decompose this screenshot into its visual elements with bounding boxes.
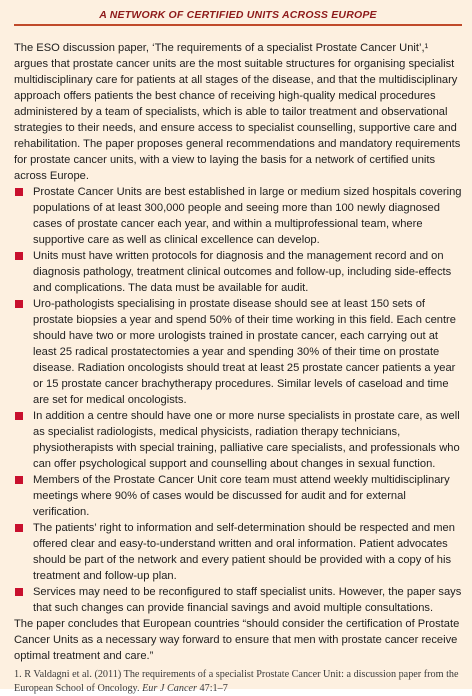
footnote-volume: 47:1–7 bbox=[196, 683, 228, 694]
bullet-icon bbox=[15, 412, 23, 420]
bullet-icon bbox=[15, 588, 23, 596]
list-item-text: Members of the Prostate Cancer Unit core team must attend weekly multidisciplinary meetings where 90% of cases would be discussed for audit and for external verification. bbox=[33, 474, 450, 518]
bullet-icon bbox=[15, 476, 23, 484]
list-item-text: Uro-pathologists specialising in prostate disease should see at least 150 sets of prostate biopsies a year and spend 50% of their time working in this field. Each centre should have two or more urologists trained in prostate cancer, each carrying out at least 25 radical prostatectomies a year and spending 30% of their time on prostate disease. Radiation oncologists should treat at least 25 prostate cancer patients a year or 15 prostate cancer brachytherapy procedures. Similar levels of caseload and time are set for medical oncologists. bbox=[33, 298, 456, 406]
bullet-icon bbox=[15, 188, 23, 196]
list-item-text: In addition a centre should have one or more nurse specialists in prostate care, as well as specialist radiologists, medical physicists, radiation therapy technicians, physiotherapists with special training, palliative care specialists, and professionals who can offer psychological support and counselling about changes in sexual function. bbox=[33, 410, 460, 470]
list-item-text: Services may need to be reconfigured to staff specialist units. However, the paper says that such changes can provide financial savings and avoid multiple consultations. bbox=[33, 586, 462, 614]
intro-paragraph: The ESO discussion paper, ‘The requirements of a specialist Prostate Cancer Unit’,¹ argues that prostate cancer units are the most suitable structures for organising specialist multidisciplinary care for patients at all stages of the disease, and that the multidisciplinary approach offers patients the best chance of receiving high-quality medical procedures administered by a team of specialists, which is able to tailor treatment and observational strategies to their needs, and ensure access to specialist counselling, supportive care and rehabilitation. The paper proposes general recommendations and mandatory requirements for prostate cancer units, with a view to laying the basis for a network of certified units across Europe. bbox=[14, 42, 461, 182]
list-item-text: The patients’ right to information and self-determination should be respected and men offered clear and easy-to-understand written and oral information. Patient advocates should be part of the network and every patient should be provided with a copy of his treatment and follow-up plan. bbox=[33, 522, 455, 582]
footnote bbox=[14, 668, 462, 696]
list-item bbox=[14, 248, 462, 296]
bullet-icon bbox=[15, 300, 23, 308]
list-item bbox=[14, 520, 462, 584]
list-item bbox=[14, 408, 462, 472]
bullet-icon bbox=[15, 252, 23, 260]
recommendation-list bbox=[14, 184, 462, 616]
conclusion-paragraph: The paper concludes that European countries “should consider the certification of Prostate Cancer Units as a necessary way forward to ensure that men with prostate cancer receive optimal treatment and care.” bbox=[14, 618, 460, 662]
list-item bbox=[14, 296, 462, 408]
list-item bbox=[14, 184, 462, 248]
list-item bbox=[14, 584, 462, 616]
box-heading: A NETWORK OF CERTIFIED UNITS ACROSS EUROPE bbox=[14, 9, 462, 26]
list-item bbox=[14, 472, 462, 520]
footnote-journal: Eur J Cancer bbox=[142, 683, 197, 694]
footnote-reference: 1. R Valdagni et al. (2011) The requirements of a specialist Prostate Cancer Unit: a discussion paper from the European School of Oncology. bbox=[14, 669, 459, 694]
list-item-text: Prostate Cancer Units are best established in large or medium sized hospitals covering populations of at least 300,000 people and seeing more than 100 newly diagnosed cases of prostate cancer each year, and within a multiprofessional team, where supportive care as well as clinical excellence can develop. bbox=[33, 186, 462, 246]
bullet-icon bbox=[15, 524, 23, 532]
list-item-text: Units must have written protocols for diagnosis and the management record and on diagnosis pathology, treatment clinical outcomes and follow-up, including side-effects and complications. The data must be available for audit. bbox=[33, 250, 452, 294]
